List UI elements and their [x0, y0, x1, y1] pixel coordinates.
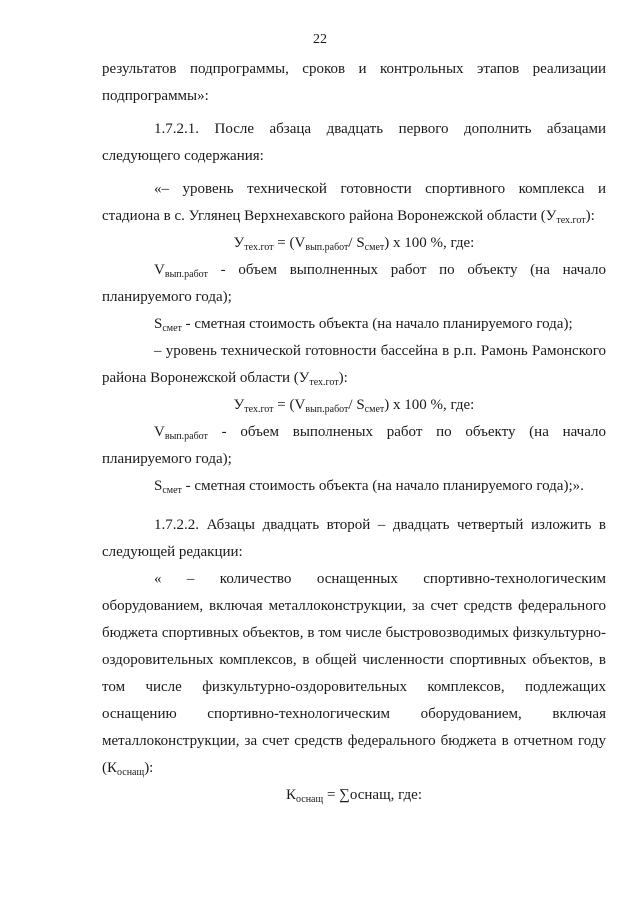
formula-part: У	[233, 397, 245, 413]
formula-part: ) x 100 %, где:	[384, 235, 475, 251]
formula-1	[102, 230, 606, 257]
formula-part: = (V	[273, 397, 306, 413]
subscript: смет	[364, 404, 385, 415]
paragraph-text: 1.7.2.2. Абзацы двадцать второй – двадцать четвертый изложить в следующей редакции:	[102, 517, 606, 560]
paragraph-text: ):	[585, 208, 595, 224]
paragraph-text: ):	[144, 760, 154, 776]
paragraph-text: - объем выполненых работ по объекту (на начало планируемого года);	[102, 424, 606, 467]
paragraph-pool	[102, 338, 606, 392]
paragraph-text: результатов подпрограммы, сроков и контрольных этапов реализации подпрограммы»:	[102, 61, 606, 104]
subscript: тех.гот	[556, 215, 586, 226]
formula-3	[102, 782, 606, 809]
subscript: вып.работ	[164, 431, 208, 442]
subscript: тех.гот	[244, 242, 274, 253]
paragraph-continuation	[102, 56, 606, 110]
subscript: смет	[162, 323, 182, 334]
paragraph-text: - сметная стоимость объекта (на начало планируемого года);».	[181, 478, 584, 494]
paragraph-text: 1.7.2.1. После абзаца двадцать первого дополнить абзацами следующего содержания:	[102, 121, 606, 164]
subscript: оснащ	[117, 767, 145, 778]
paragraph-text: S	[154, 316, 163, 332]
formula-part: У	[233, 235, 245, 251]
paragraph-text: V	[154, 262, 165, 278]
subscript: вып.работ	[164, 269, 208, 280]
formula-part: / S	[348, 397, 365, 413]
subscript: вып.работ	[305, 404, 349, 415]
formula-part: К	[286, 787, 297, 803]
subscript: тех.гот	[309, 377, 339, 388]
subscript: тех.гот	[244, 404, 274, 415]
subscript: оснащ	[296, 794, 324, 805]
page-number: 22	[313, 32, 327, 47]
paragraph-text: S	[154, 478, 163, 494]
paragraph-text: « – количество оснащенных спортивно-технологическим оборудованием, включая металлоконструкции, за счет средств федерального бюджета спортивных объектов, в том числе быстровозводимых физкультурно-оздоровительных комплексов, в общей численности спортивных объектов, в том числе физкультурно-оздоровительных комплексов, подлежащих оснащению спортивно-технологическим оборудованием, включая металлоконструкции, за счет средств федерального бюджета в отчетном году (К	[102, 571, 606, 776]
formula-2	[102, 392, 606, 419]
paragraph-text: - сметная стоимость объекта (на начало планируемого года);	[181, 316, 573, 332]
paragraph-text: V	[154, 424, 165, 440]
paragraph-equipped-count	[102, 566, 606, 782]
subscript: смет	[162, 485, 182, 496]
paragraph-text: - объем выполненных работ по объекту (на начало планируемого года);	[102, 262, 606, 305]
page-content	[102, 56, 606, 809]
paragraph-text: «– уровень технической готовности спортивного комплекса и стадиона в с. Углянец Верхнехавского района Воронежской области (У	[102, 181, 606, 224]
formula-part: / S	[348, 235, 365, 251]
paragraph-stadium	[102, 176, 606, 230]
paragraph-1-7-2-1	[102, 116, 606, 170]
formula-part: = ∑оснащ, где:	[323, 787, 422, 803]
definition-s-2	[102, 473, 606, 500]
paragraph-text: – уровень технической готовности бассейна в р.п. Рамонь Рамонского района Воронежской области (У	[102, 343, 606, 386]
formula-part: ) x 100 %, где:	[384, 397, 475, 413]
subscript: вып.работ	[305, 242, 349, 253]
paragraph-1-7-2-2	[102, 512, 606, 566]
formula-part: = (V	[273, 235, 306, 251]
definition-v-2	[102, 419, 606, 473]
definition-v-1	[102, 257, 606, 311]
subscript: смет	[364, 242, 385, 253]
paragraph-text: ):	[338, 370, 348, 386]
definition-s-1	[102, 311, 606, 338]
